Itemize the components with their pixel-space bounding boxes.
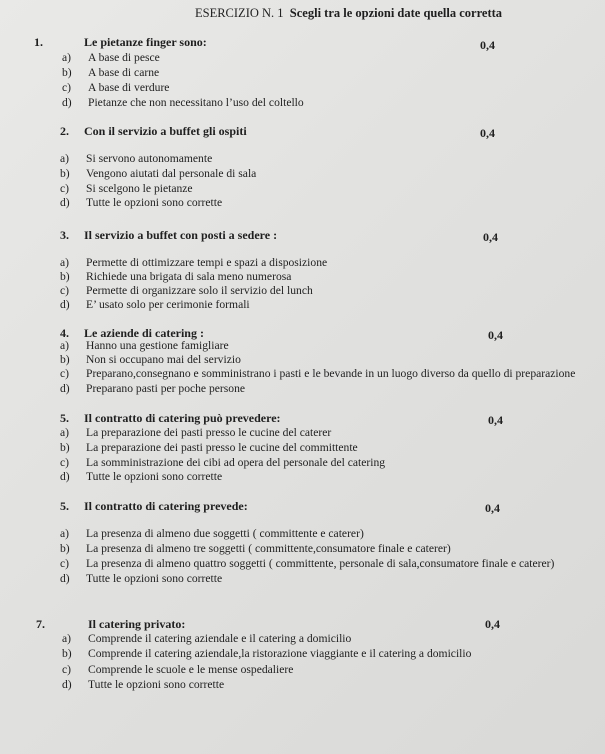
question-points: 0,4 [485, 501, 500, 515]
question-number: 1. [34, 35, 43, 49]
option-a: a) A base di pesce [62, 51, 160, 64]
question-text: Il contratto di catering può prevedere: [84, 411, 281, 425]
question-text: Il catering privato: [88, 617, 186, 631]
option-d: d) E’ usato solo per cerimonie formali [60, 298, 250, 311]
option-b: b) Richiede una brigata di sala meno numerosa [60, 270, 292, 283]
option-a: a) La preparazione dei pasti presso le cucine del caterer [60, 426, 332, 439]
question-number: 5. [60, 499, 69, 513]
question-points: 0,4 [488, 413, 503, 427]
question-number: 7. [36, 617, 45, 631]
option-b: b) Vengono aiutati dal personale di sala [60, 167, 257, 180]
option-c: c) Permette di organizzare solo il servizio del lunch [60, 284, 313, 297]
question-text: Con il servizio a buffet gli ospiti [84, 124, 247, 138]
question-number: 5. [60, 411, 69, 425]
option-d: d) Tutte le opzioni sono corrette [60, 572, 223, 585]
option-c: c) Preparano,consegnano e somministrano i pasti e le bevande in un luogo diverso da quello di preparazione [60, 367, 576, 380]
option-d: d) Tutte le opzioni sono corrette [62, 678, 225, 691]
exercise-number: ESERCIZIO N. 1 [195, 6, 284, 20]
question-points: 0,4 [485, 617, 500, 631]
question-points: 0,4 [483, 230, 498, 244]
question-number: 3. [60, 228, 69, 242]
exercise-title [195, 6, 502, 21]
exercise-instruction: Scegli tra le opzioni date quella corretta [289, 6, 503, 20]
option-a: a) Permette di ottimizzare tempi e spazi a disposizione [60, 256, 328, 269]
question-points: 0,4 [480, 38, 495, 52]
option-d: d) Pietanze che non necessitano l’uso del coltello [62, 96, 304, 109]
option-c: c) La somministrazione dei cibi ad opera del personale del catering [60, 456, 386, 469]
option-b: b) A base di carne [62, 66, 160, 79]
option-b: b) Non si occupano mai del servizio [60, 353, 241, 366]
question-text: Il contratto di catering prevede: [84, 499, 248, 513]
question-points: 0,4 [480, 126, 495, 140]
question-text: Il servizio a buffet con posti a sedere : [84, 228, 278, 242]
option-c: c) Si scelgono le pietanze [60, 182, 193, 195]
question-points: 0,4 [488, 328, 503, 342]
option-a: a) Hanno una gestione famigliare [60, 339, 229, 352]
option-d: d) Tutte le opzioni sono corrette [60, 470, 223, 483]
option-a: a) Comprende il catering aziendale e il catering a domicilio [62, 632, 352, 645]
question-number: 4. [60, 326, 69, 340]
option-c: c) Comprende le scuole e le mense ospedaliere [62, 663, 294, 676]
question-text: Le aziende di catering : [84, 326, 204, 340]
option-b: b) La presenza di almeno tre soggetti ( committente,consumatore finale e caterer) [60, 542, 451, 555]
option-d: d) Preparano pasti per poche persone [60, 382, 246, 395]
option-d: d) Tutte le opzioni sono corrette [60, 196, 223, 209]
option-a: a) Si servono autonomamente [60, 152, 213, 165]
option-a: a) La presenza di almeno due soggetti ( committente e caterer) [60, 527, 364, 540]
option-b: b) Comprende il catering aziendale,la ristorazione viaggiante e il catering a domicilio [62, 647, 472, 660]
question-text: Le pietanze finger sono: [84, 35, 207, 49]
question-number: 2. [60, 124, 69, 138]
option-b: b) La preparazione dei pasti presso le cucine del committente [60, 441, 358, 454]
option-c: c) La presenza di almeno quattro soggetti ( committente, personale di sala,consumatore finale e caterer) [60, 557, 555, 570]
option-c: c) A base di verdure [62, 81, 170, 94]
